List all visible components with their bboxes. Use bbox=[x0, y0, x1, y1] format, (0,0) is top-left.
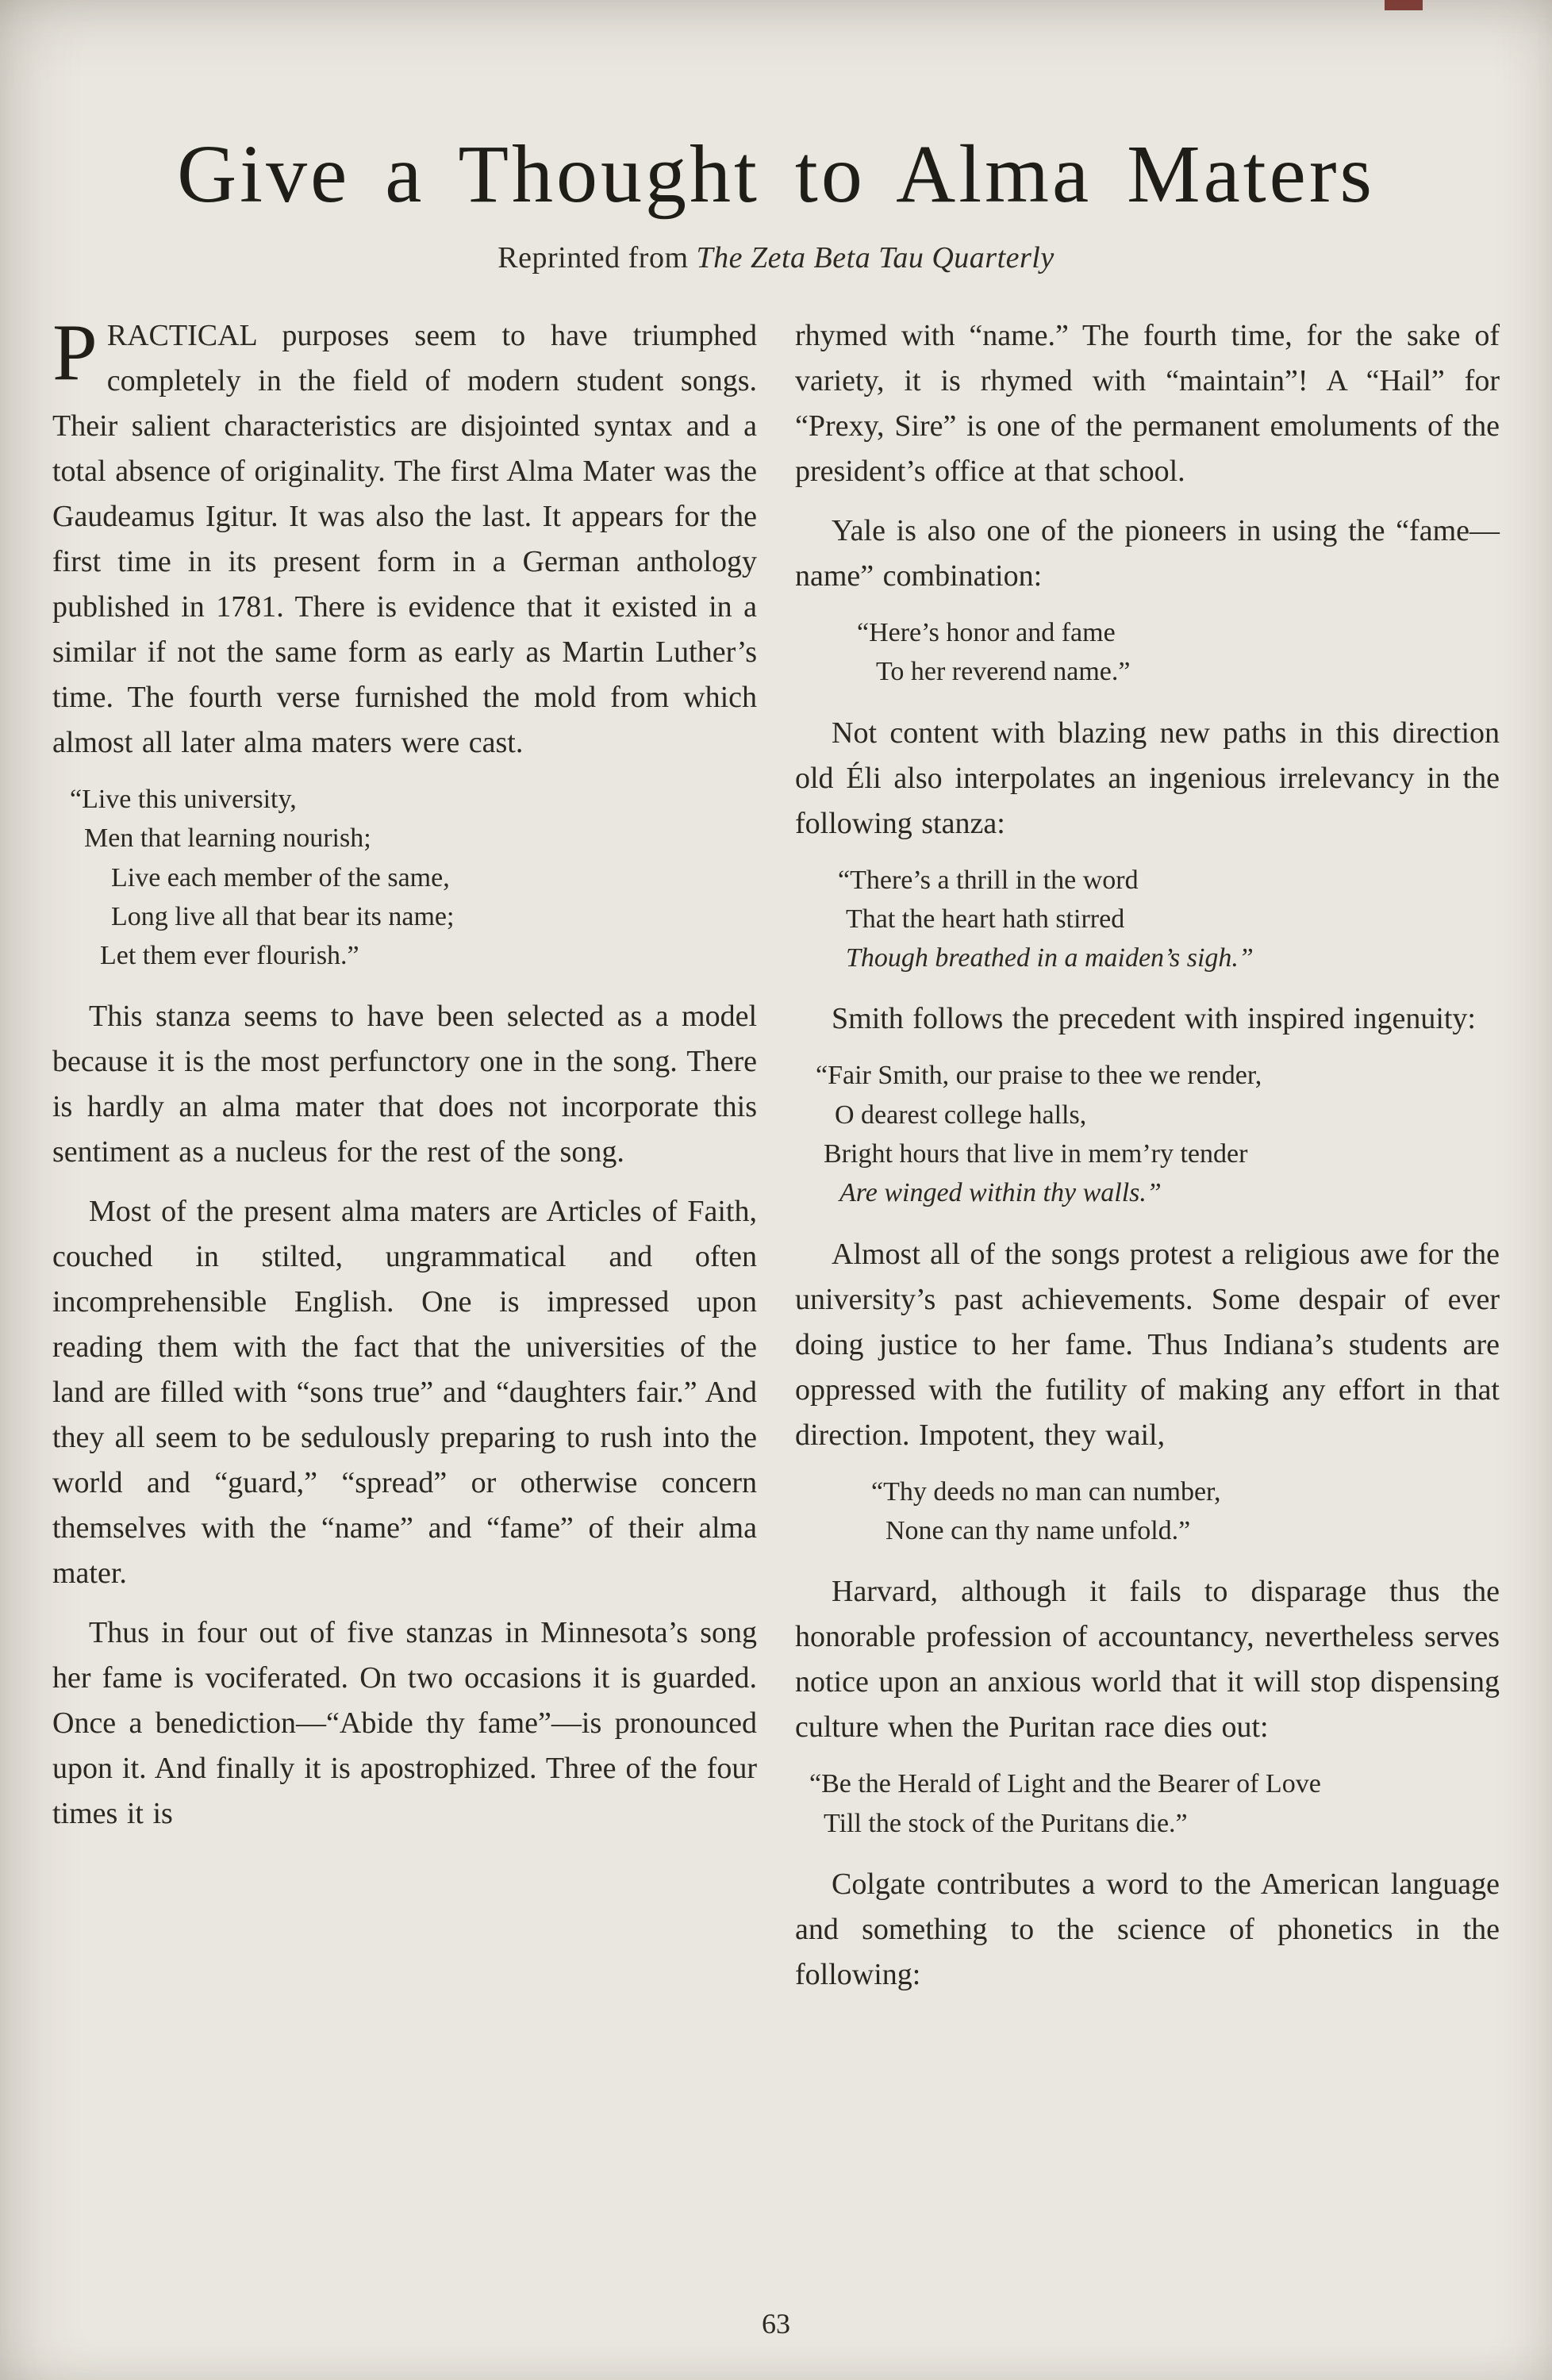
verse-quote bbox=[816, 1056, 1500, 1212]
verse-line: “Fair Smith, our praise to thee we render, bbox=[816, 1061, 1262, 1091]
verse-line: Are winged within thy walls.” bbox=[839, 1178, 1162, 1208]
verse-line: That the heart hath stirred bbox=[846, 904, 1125, 934]
article-header bbox=[0, 0, 1552, 275]
verse-line: Men that learning nourish; bbox=[84, 823, 371, 854]
subtitle-prefix: Reprinted from bbox=[497, 241, 697, 274]
page-number: 63 bbox=[762, 2308, 790, 2340]
paragraph: Colgate contributes a word to the American language and something to the science of phonetics in the following: bbox=[795, 1867, 1500, 1991]
left-column bbox=[52, 308, 757, 2012]
verse-line: “Be the Herald of Light and the Bearer of Love bbox=[809, 1769, 1321, 1799]
verse-quote bbox=[838, 861, 1500, 978]
verse-line: O dearest college halls, bbox=[835, 1100, 1087, 1130]
paragraph: This stanza seems to have been selected as a model because it is the most perfunctory one in the song. There is hardly an alma mater that does not incorporate this sentiment as a nucleus for the rest of the song. bbox=[52, 1000, 757, 1169]
paragraph-continuation: rhymed with “name.” The fourth time, for the sake of variety, it is rhymed with “maintain”! A “Hail” for “Prexy, Sire” is one of the permanent emoluments of the president’s office at that school. bbox=[795, 319, 1500, 488]
paragraph: Almost all of the songs protest a religious awe for the university’s past achievements. Some despair of ever doing justice to her fame. Thus Indiana’s students are oppressed with the futility of making any effort in that direction. Impotent, they wail, bbox=[795, 1237, 1500, 1452]
verse-line: Bright hours that live in mem’ry tender bbox=[824, 1139, 1248, 1169]
paragraph: Harvard, although it fails to disparage thus the honorable profession of accountancy, nevertheless serves notice upon an anxious world that it will stop dispensing culture when the Puritan race dies out: bbox=[795, 1575, 1500, 1745]
drop-cap: P bbox=[52, 308, 98, 397]
paragraph: Most of the present alma maters are Articles of Faith, couched in stilted, ungrammatical and often incomprehensible English. One is impressed upon reading them with the fact that the universities of the land are filled with “sons true” and “daughters fair.” And they all seem to be sedulously preparing to rush into the world and “guard,” “spread” or otherwise concern themselves with the “name” and “fame” of their alma mater. bbox=[52, 1195, 757, 1591]
verse-line: Live each member of the same, bbox=[111, 862, 450, 892]
verse-quote bbox=[809, 1764, 1500, 1843]
verse-line: Long live all that bear its name; bbox=[111, 901, 455, 931]
verse-quote bbox=[857, 613, 1500, 692]
scan-artifact bbox=[1385, 0, 1423, 10]
paragraph: Yale is also one of the pioneers in using the “fame—name” combination: bbox=[795, 514, 1500, 593]
article-body bbox=[0, 275, 1552, 2012]
verse-line: “Live this university, bbox=[70, 785, 297, 814]
verse-line: “Here’s honor and fame bbox=[857, 618, 1116, 647]
verse-line: “There’s a thrill in the word bbox=[838, 865, 1139, 895]
verse-quote bbox=[871, 1472, 1500, 1551]
verse-line: None can thy name unfold.” bbox=[885, 1515, 1191, 1545]
subtitle-source: The Zeta Beta Tau Quarterly bbox=[696, 241, 1055, 274]
verse-quote bbox=[70, 780, 757, 975]
verse-line: “Thy deeds no man can number, bbox=[871, 1476, 1221, 1507]
article-subtitle bbox=[0, 240, 1552, 275]
verse-line: Let them ever flourish.” bbox=[100, 941, 359, 971]
paragraph: Smith follows the precedent with inspired ingenuity: bbox=[832, 1002, 1476, 1036]
verse-line: Though breathed in a maiden’s sigh.” bbox=[846, 943, 1254, 973]
paragraph: Thus in four out of five stanzas in Minnesota’s song her fame is vociferated. On two occasions it is guarded. Once a benediction—“Abide thy fame”—is pronounced upon it. And finally it is apostrophized. Three of the four times it is bbox=[52, 1616, 757, 1831]
paragraph-lead bbox=[52, 308, 757, 766]
right-column bbox=[795, 313, 1500, 2012]
article-title: Give a Thought to Alma Maters bbox=[177, 129, 1375, 220]
paragraph: Not content with blazing new paths in this direction old Éli also interpolates an ingenious irrelevancy in the following stanza: bbox=[795, 716, 1500, 840]
paragraph-text: RACTICAL purposes seem to have triumphed completely in the field of modern student songs. Their salient characteristics are disjointed syntax and a total absence of originality. The first Alma Mater was the Gaudeamus Igitur. It was also the last. It appears for the first time in its present form in a German anthology published in 1781. There is evidence that it existed in a similar if not the same form as early as Martin Luther’s time. The fourth verse furnished the mold from which almost all later alma maters were cast. bbox=[52, 319, 757, 759]
verse-line: Till the stock of the Puritans die.” bbox=[824, 1808, 1188, 1838]
verse-line: To her reverend name.” bbox=[876, 657, 1131, 687]
